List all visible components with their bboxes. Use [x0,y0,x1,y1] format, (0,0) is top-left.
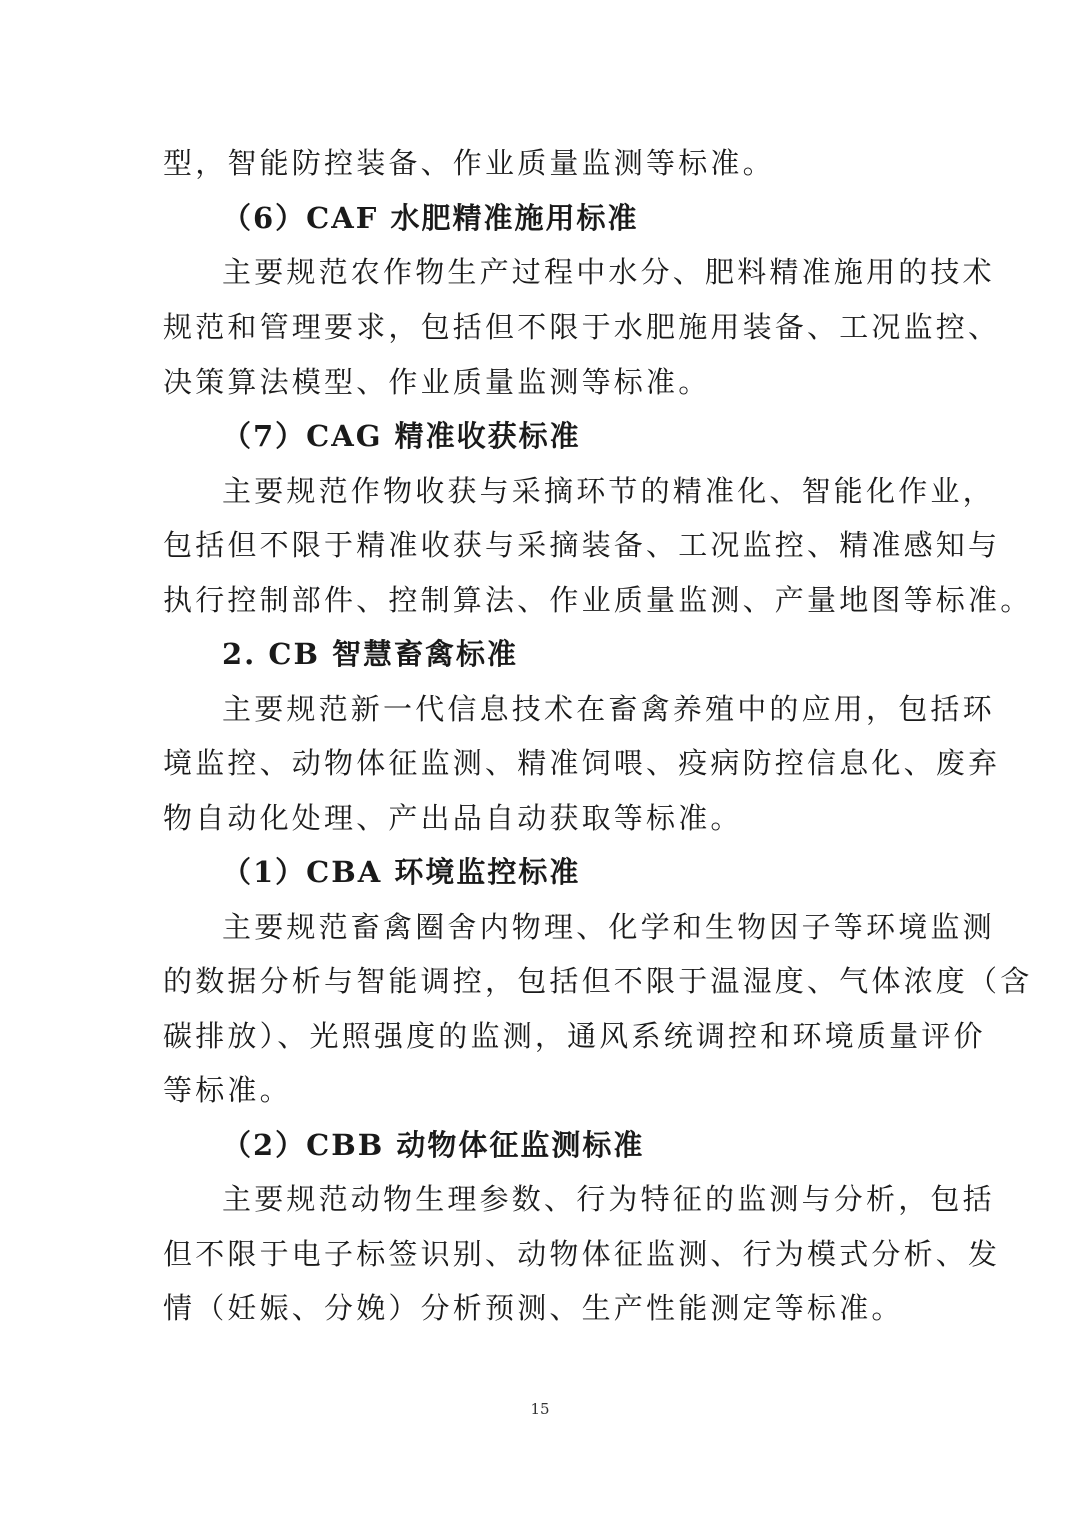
paragraph-line: 主要规范作物收获与采摘环节的精准化、智能化作业， [222,474,995,508]
paragraph-line: 规范和管理要求，包括但不限于水肥施用装备、工况监控、 [163,310,1001,344]
paragraph-line: 境监控、动物体征监测、精准饲喂、疫病防控信息化、废弃 [163,746,1001,780]
section-heading-cba: （1）CBA 环境监控标准 [222,855,581,889]
page-number: 15 [530,1400,550,1418]
paragraph-line: 碳排放）、光照强度的监测，通风系统调控和环境质量评价 [163,1019,986,1053]
paragraph-line: 等标准。 [163,1073,292,1107]
paragraph-line: 物自动化处理、产出品自动获取等标准。 [163,801,743,835]
paragraph-line: 主要规范农作物生产过程中水分、肥料精准施用的技术 [222,255,995,289]
paragraph-line: 但不限于电子标签识别、动物体征监测、行为模式分析、发 [163,1237,1001,1271]
section-heading-cbb: （2）CBB 动物体征监测标准 [222,1128,645,1162]
paragraph-line: 主要规范动物生理参数、行为特征的监测与分析，包括 [222,1182,995,1216]
section-heading-caf: （6）CAF 水肥精准施用标准 [222,201,639,235]
paragraph-line: 执行控制部件、控制算法、作业质量监测、产量地图等标准。 [163,583,1033,617]
paragraph-line: 型，智能防控装备、作业质量监测等标准。 [163,146,775,180]
section-heading-cb: 2. CB 智慧畜禽标准 [222,637,519,671]
paragraph-line: 包括但不限于精准收获与采摘装备、工况监控、精准感知与 [163,528,1001,562]
paragraph-line: 决策算法模型、作业质量监测等标准。 [163,365,711,399]
paragraph-line: 主要规范畜禽圈舍内物理、化学和生物因子等环境监测 [222,910,995,944]
paragraph-line: 的数据分析与智能调控，包括但不限于温湿度、气体浓度（含 [163,964,1033,998]
paragraph-line: 主要规范新一代信息技术在畜禽养殖中的应用，包括环 [222,692,995,726]
section-heading-cag: （7）CAG 精准收获标准 [222,419,581,453]
paragraph-line: 情（妊娠、分娩）分析预测、生产性能测定等标准。 [163,1291,904,1325]
